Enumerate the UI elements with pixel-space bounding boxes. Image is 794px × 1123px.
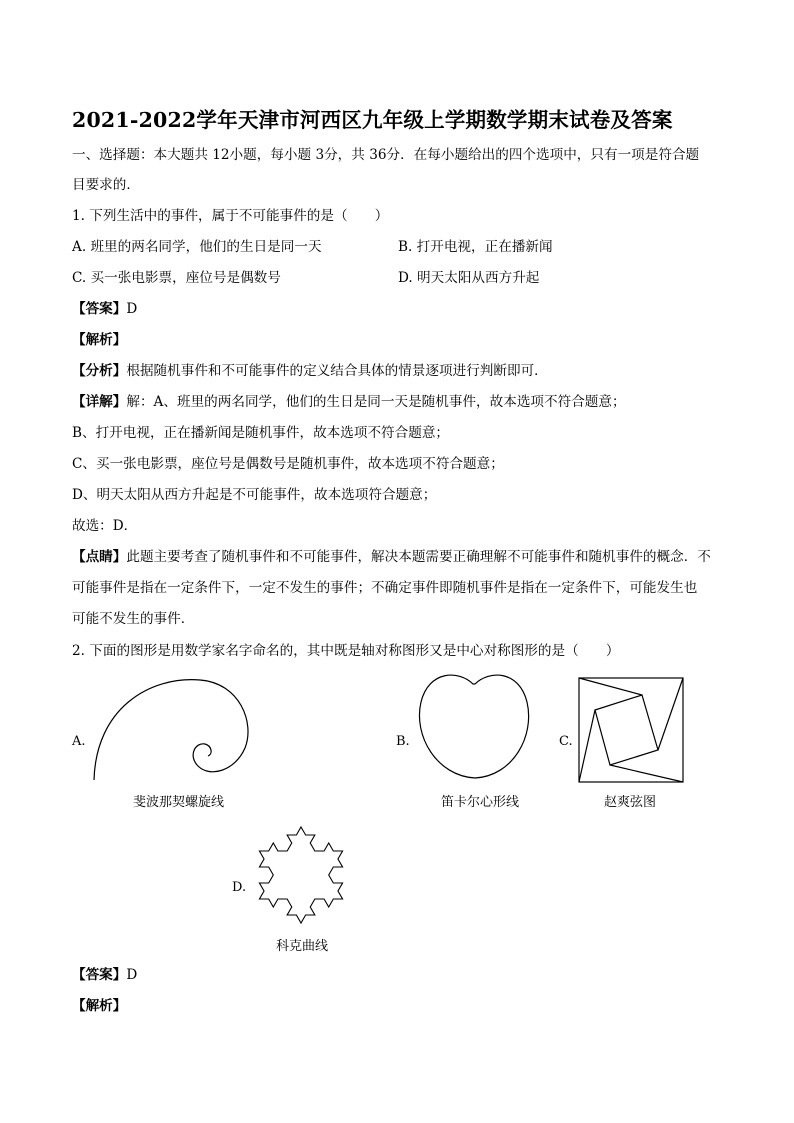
answer-tag: 【答案】 — [72, 967, 127, 983]
figure-c-caption: 赵爽弦图 — [604, 795, 657, 810]
cardioid-curve — [419, 675, 528, 778]
q1-xiangjie — [72, 392, 626, 412]
q1-option-b: B. 打开电视，正在播新闻 — [398, 239, 553, 255]
chord-4 — [579, 710, 595, 782]
q1-detail-b: B、打开电视，正在播新闻是随机事件，故本选项不符合题意； — [72, 425, 450, 441]
q2-answer — [72, 965, 137, 985]
cardioid-figure — [415, 668, 535, 783]
q1-dianjing-line1 — [72, 547, 711, 567]
figure-c-label: C. — [559, 734, 573, 749]
chord-1 — [579, 678, 642, 695]
q1-choose: 故选：D． — [72, 518, 138, 534]
inner-square — [595, 695, 658, 765]
answer-value: D — [126, 967, 138, 983]
q2-stem: 2. 下面的图形是用数学家名字命名的，其中既是轴对称图形又是中心对称图形的是（ ） — [72, 643, 620, 659]
q1-answer — [72, 299, 137, 319]
fenxi-text: 根据随机事件和不可能事件的定义结合具体的情景逐项进行判断即可． — [126, 363, 548, 379]
analysis-tag: 【解析】 — [72, 998, 127, 1014]
q1-dianjing-line2: 可能事件是指在一定条件下，一定不发生的事件；不确定事件即随机事件是指在一定条件下，可能发生也 — [72, 580, 698, 596]
q1-dianjing-line3: 可能不发生的事件． — [72, 611, 195, 627]
q1-fenxi — [72, 361, 548, 381]
figure-b-caption: 笛卡尔心形线 — [441, 795, 520, 810]
figure-b-label: B. — [396, 734, 410, 749]
q1-detail-c: C、买一张电影票，座位号是偶数号是随机事件，故本选项不符合题意； — [72, 456, 504, 472]
figure-d-label: D. — [232, 880, 247, 895]
xiangjie-text: 解：A、班里的两名同学，他们的生日是同一天是随机事件，故本选项不符合题意； — [126, 394, 626, 410]
answer-tag: 【答案】 — [72, 301, 127, 317]
figure-a-caption: 斐波那契螺旋线 — [133, 795, 225, 810]
q1-stem: 1. 下列生活中的事件，属于不可能事件的是（ ） — [72, 208, 389, 224]
q1-detail-d: D、明天太阳从西方升起是不可能事件，故本选项符合题意； — [72, 487, 437, 503]
xiangjie-tag: 【详解】 — [72, 394, 127, 410]
page-title: 2021-2022学年天津市河西区九年级上学期数学期末试卷及答案 — [72, 108, 673, 132]
fibonacci-spiral-figure — [90, 668, 260, 783]
answer-value: D — [126, 301, 138, 317]
section-instructions-line1: 一、选择题：本大题共 12小题，每小题 3分，共 36分．在每小题给出的四个选项中，只有一项是符合题 — [72, 147, 700, 163]
q1-analysis-heading — [72, 330, 126, 350]
dianjing-text1: 此题主要考查了随机事件和不可能事件，解决本题需要正确理解不可能事件和随机事件的概念．不 — [126, 549, 711, 565]
q2-analysis-heading — [72, 996, 126, 1016]
koch-snowflake-outline — [259, 827, 342, 923]
chord-3 — [610, 765, 683, 782]
figure-d-caption: 科克曲线 — [276, 939, 329, 954]
section-instructions-line2: 目要求的． — [72, 177, 140, 193]
figure-a-label: A. — [72, 734, 86, 749]
outer-square — [579, 678, 683, 782]
analysis-tag: 【解析】 — [72, 332, 127, 348]
fibonacci-spiral-curve — [94, 680, 248, 780]
q1-option-d: D. 明天太阳从西方升起 — [398, 270, 540, 286]
fenxi-tag: 【分析】 — [72, 363, 127, 379]
zhao-shuang-diagram — [578, 677, 688, 787]
q1-option-c: C. 买一张电影票，座位号是偶数号 — [72, 270, 281, 286]
dianjing-tag: 【点睛】 — [72, 549, 127, 565]
koch-snowflake-figure — [246, 820, 356, 930]
q1-option-a: A. 班里的两名同学，他们的生日是同一天 — [72, 239, 322, 255]
chord-2 — [658, 678, 683, 750]
